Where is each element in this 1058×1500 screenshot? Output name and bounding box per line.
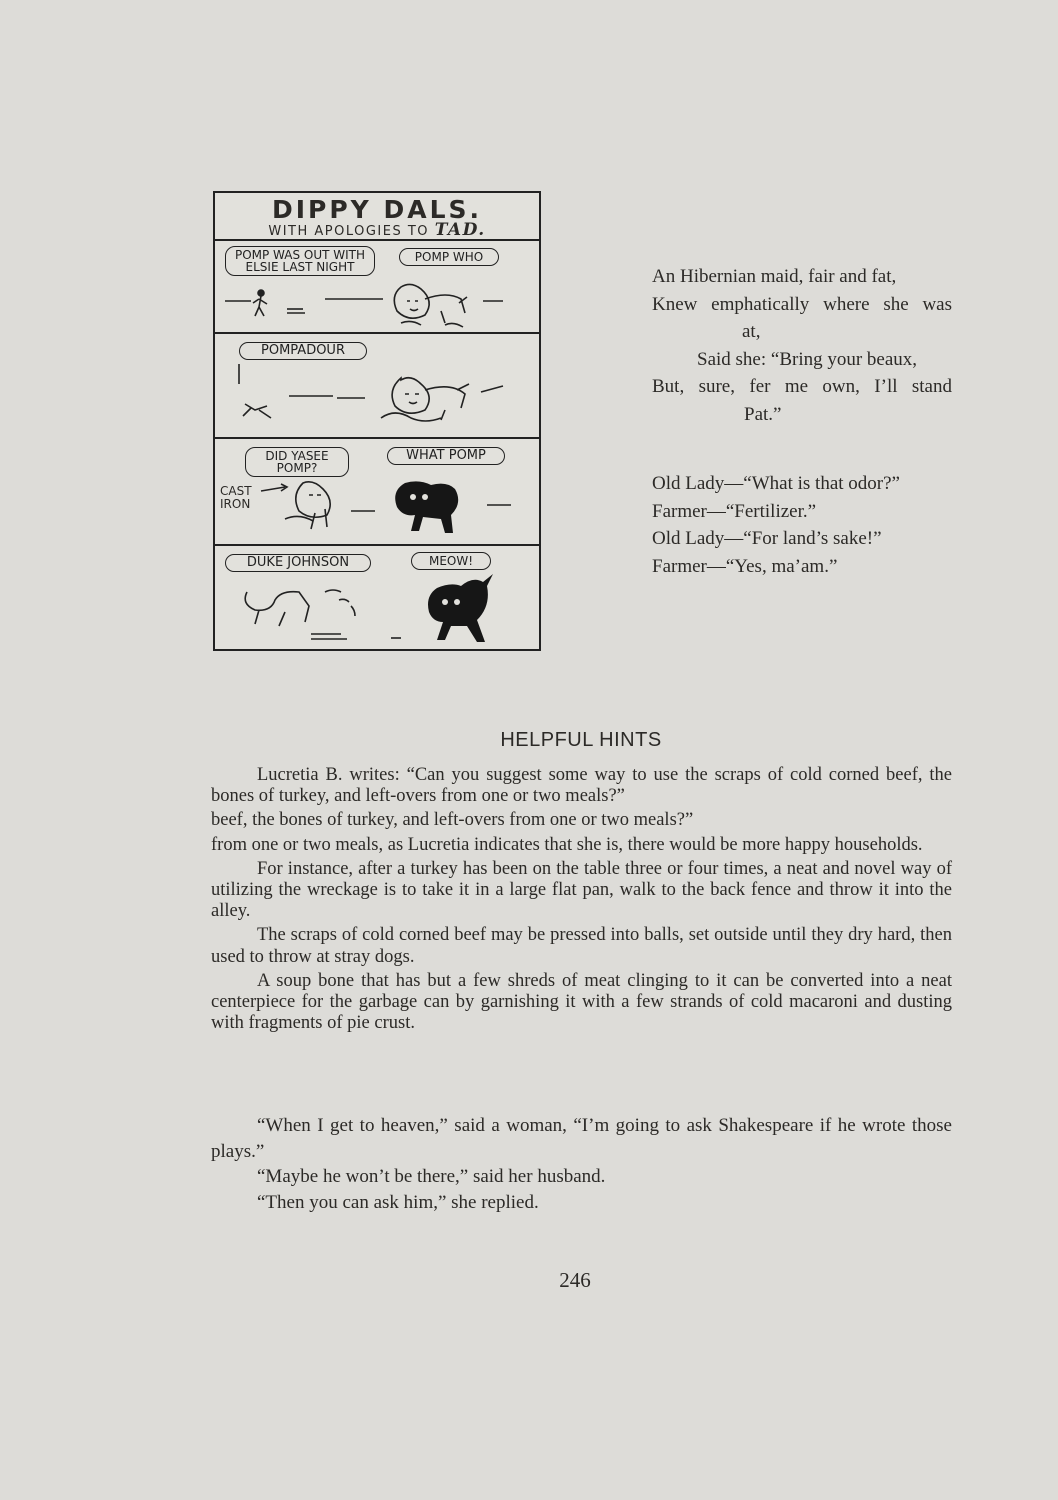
panel-2-drawing <box>215 334 539 437</box>
poem-line: Pat.” <box>744 403 782 425</box>
paragraph: from one or two meals, as Lucretia indicates that she is, there would be more happy households. <box>211 834 923 855</box>
comic-title: DIPPY DALS. <box>271 195 483 224</box>
poem-line: An Hibernian maid, fair and fat, <box>652 266 897 287</box>
odor-joke <box>652 470 952 580</box>
helpful-hints-body <box>211 765 952 1037</box>
speech-bubble: POMP WAS OUT WITH ELSIE LAST NIGHT <box>225 246 375 276</box>
paragraph: Lucretia B. writes: “Can you suggest some way to use the scraps of cold corned beef, the bones of turkey, and left-overs from one or two meals?” <box>211 765 952 807</box>
comic-panel-3 <box>215 439 539 546</box>
paragraph: The scraps of cold corned beef may be pressed into balls, set outside until they dry hard, then used to throw at stray dogs. <box>211 925 952 967</box>
paragraph: For instance, after a turkey has been on the table three or four times, a neat and novel way of utilizing the wreckage is to take it in a large flat pan, walk to the back fence and throw it into the alley. <box>211 858 952 922</box>
speech-bubble: DUKE JOHNSON <box>225 554 371 572</box>
panel-4-drawing <box>215 546 539 657</box>
dialog-line: Farmer—“Fertilizer.” <box>652 500 817 522</box>
paragraph: “When I get to heaven,” said a woman, “I’m going to ask Shakespeare if he wrote those plays.” <box>211 1115 952 1162</box>
dialog-line: Old Lady—“What is that odor?” <box>652 473 900 494</box>
speech-bubble: WHAT POMP <box>387 447 505 465</box>
page-number: 246 <box>559 1268 591 1292</box>
comic-panel-1 <box>215 241 539 334</box>
paragraph: “Then you can ask him,” she replied. <box>257 1191 539 1213</box>
comic-panel-2 <box>215 334 539 439</box>
limerick <box>652 263 952 428</box>
cast-iron-label: CAST IRON <box>220 484 252 511</box>
section-heading: HELPFUL HINTS <box>500 729 662 751</box>
comic-signature: TAD. <box>434 220 486 240</box>
poem-line: Said she: “Bring your beaux, <box>697 348 918 370</box>
comic-subtitle <box>215 220 539 240</box>
panel-3-drawing <box>215 439 539 544</box>
dialog-line: Farmer—“Yes, ma’am.” <box>652 555 838 577</box>
poem-line: Knew emphatically where she was <box>652 293 952 315</box>
comic-title-bar <box>215 193 539 241</box>
paragraph: “Maybe he won’t be there,” said her husband. <box>257 1166 606 1187</box>
speech-bubble: DID YASEE POMP? <box>245 447 349 477</box>
comic-panel-4 <box>215 546 539 657</box>
shakespeare-joke <box>211 1113 952 1215</box>
dialog-line: Old Lady—“For land’s sake!” <box>652 528 882 549</box>
speech-bubble: POMP WHO <box>399 248 499 266</box>
panel-1-drawing <box>215 241 539 332</box>
poem-line: at, <box>742 321 761 342</box>
comic-subtitle-text: WITH APOLOGIES TO <box>268 224 430 239</box>
paragraph: beef, the bones of turkey, and left-overs from one or two meals?” <box>211 810 694 831</box>
poem-line: But, sure, fer me own, I’ll stand <box>652 376 952 397</box>
comic-strip <box>213 191 541 651</box>
speech-bubble: MEOW! <box>411 552 491 570</box>
paragraph: A soup bone that has but a few shreds of meat clinging to it can be converted into a neat centerpiece for the garbage can by garnishing it with a few strands of cold macaroni and dusting with fragments of pie crust. <box>211 970 952 1034</box>
speech-bubble: POMPADOUR <box>239 342 367 360</box>
